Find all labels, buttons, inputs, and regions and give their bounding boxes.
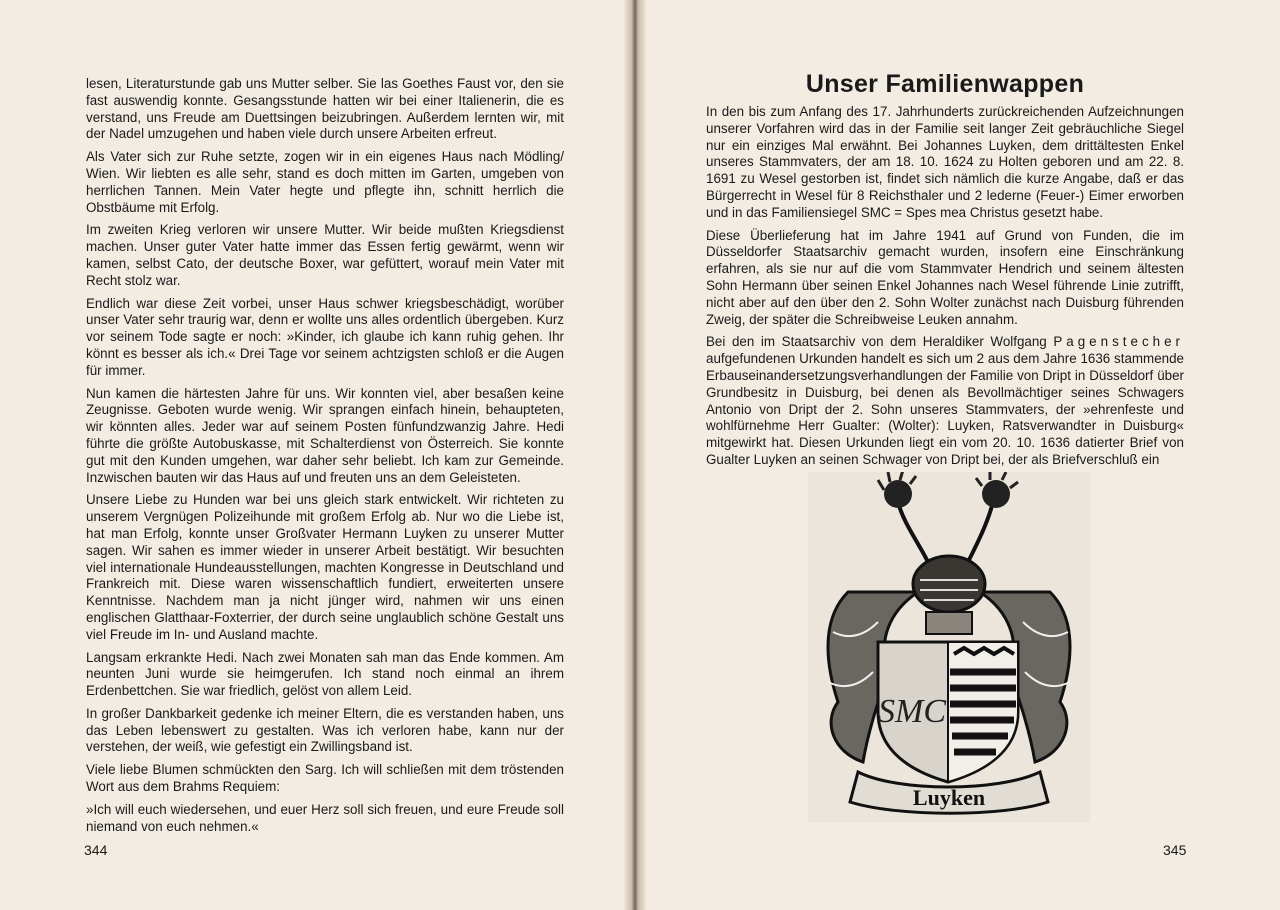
paragraph-text: aufgefundenen Urkunden handelt es sich um 2 aus dem Jahre 1636 stammende Erbauseinandersetzungsverhandlungen der Familie von Dript in Düsseldorf über Grundbesitz in Duisburg, bei denen als Bevollmächtiger seines Schwagers Antonio von Dript der 2. Sohn unseres Stammvaters, der »ehrenfeste und wohlfürnehme Herr Gualter: (Wolter): Luyken, Ratsverwandter in Duisburg« mitgewirkt hat. Diesen Urkunden liegt ein vom 20. 10. 1636 datierter Brief von Gualter Luyken an seinen Schwager von Dript bei, der als Briefverschluß ein <box>706 351 1184 467</box>
paragraph: Unsere Liebe zu Hunden war bei uns gleich stark entwickelt. Wir richteten zu unserem Vergnügen Polizeihunde mit großem Erfolg ab. Nur wo die Liebe ist, hat man Erfolg, konnte unser Großvater Hermann Luyken zu unserer Mutter sagen. Wir sahen es immer wieder in unserer Arbeit bestätigt. Wir besuchten viel internationale Hundeausstellungen, machten Kongresse in Deutschland und Frankreich mit. Diese waren wissenschaftlich fundiert, erweiterten unsere Kenntnisse. Nachdem man ja nicht jünger wird, nahmen wir uns einen englischen Glatthaar-Foxterrier, der durch seine unglaublich schöne Gestalt uns viel Freude im In- und Ausland machte. <box>86 492 564 642</box>
paragraph: Als Vater sich zur Ruhe setzte, zogen wir in ein eigenes Haus nach Mödling/ Wien. Wir liebten es alle sehr, stand es doch mitten im Garten, umgeben von herrlichen Tannen. Mein Vater hegte und pflegte ihn, schnitt herrlich die Obstbäume mit Erfolg. <box>86 149 564 215</box>
spaced-name: Pagenstecher <box>1053 334 1184 350</box>
paragraph: Viele liebe Blumen schmückten den Sarg. Ich will schließen mit dem tröstenden Wort aus dem Brahms Requiem: <box>86 762 564 795</box>
svg-text:Luyken: Luyken <box>912 785 986 810</box>
coat-of-arms-drawing <box>808 472 1090 822</box>
paragraph: lesen, Literaturstunde gab uns Mutter selber. Sie las Goethes Faust vor, den sie fast auswendig konnte. Gesangsstunde hatten wir bei einer Italienerin, die es verstand, uns Freude am Duettsingen beizubringen. Außerdem lernten wir, mit der Nadel umzugehen und haben viele durch unsere Arbeiten erfreut. <box>86 76 564 142</box>
paragraph-text: Bei den im Staatsarchiv von dem Heraldiker Wolfgang <box>706 334 1054 350</box>
paragraph: Endlich war diese Zeit vorbei, unser Haus schwer kriegsbeschädigt, worüber unser Vater sehr traurig war, denn er wollte uns alles ordentlich übergeben. Kurz vor seinem Tode sagte er noch: »Kinder, ich glaube ich kann ruhig gehen. Ihr könnt es besser als ich.« Drei Tage vor seinem achtzigsten schloß er die Augen für immer. <box>86 295 564 378</box>
paragraph <box>706 334 1184 468</box>
page-number: 345 <box>1163 842 1187 858</box>
page-title: Unser Familienwappen <box>805 70 1085 98</box>
paragraph: »Ich will euch wiedersehen, und euer Herz soll sich freuen, und eure Freude soll niemand von euch nehmen.« <box>86 801 564 834</box>
right-page-body <box>706 104 1184 475</box>
paragraph: Diese Überlieferung hat im Jahre 1941 auf Grund von Funden, die im Düsseldorfer Staatsarchiv gemacht wurden, insofern eine Einschränkung erfahren, als sie nur auf die vom Stammvater Hendrich und seinem ältesten Sohn Hermann über seinen Enkel Johannes nach Wesel führende Linie zutrifft, nicht aber auf den über den 2. Sohn Wolter zunächst nach Duisburg führenden Zweig, der später die Schreibweise Leuken annahm. <box>706 227 1184 327</box>
paragraph: Langsam erkrankte Hedi. Nach zwei Monaten sah man das Ende kommen. Am neunten Juni wurde sie heimgerufen. Ich stand noch einmal an ihrem Erdenbettchen. Sie war friedlich, gelöst von allem Leid. <box>86 649 564 699</box>
book-gutter <box>624 0 646 910</box>
coat-of-arms-image <box>808 472 1090 822</box>
left-page-body <box>86 76 564 841</box>
monogram-icon: SMC <box>878 693 946 730</box>
paragraph: Nun kamen die härtesten Jahre für uns. Wir konnten viel, aber besaßen keine Zeugnisse. Geboten wurde wenig. Wir sprangen einfach hinein, behaupteten, wir könnten alles. Jeder war auf seinem Posten fünfundzwanzig Jahre. Hedi führte die größte Autobuskasse, mit Schalterdienst von Österreich. Sie konnte gut mit den Kunden umgehen, war daher sehr beliebt. Ich kam zur Gemeinde. Inzwischen bauten wir das Haus auf und freuten uns an dem Geleisteten. <box>86 385 564 485</box>
paragraph: In den bis zum Anfang des 17. Jahrhunderts zurückreichenden Aufzeichnungen unserer Vorfahren wird das in der Familie seit langer Zeit gebräuchliche Siegel nur ein einziges Mal erwähnt. Bei Johannes Luyken, dem drittältesten Enkel unseres Stammvaters, der am 18. 10. 1624 zu Holten geboren und am 22. 8. 1691 zu Wesel gestorben ist, findet sich nämlich die kurze Angabe, daß er das Bürgerrecht in Wesel für 8 Reichsthaler und 2 lederne (Feuer-) Eimer erworben und in das Familiensiegel SMC = Spes mea Christus gesetzt habe. <box>706 104 1184 220</box>
left-page <box>0 0 630 910</box>
page-number: 344 <box>84 842 108 858</box>
paragraph: Im zweiten Krieg verloren wir unsere Mutter. Wir beide mußten Kriegsdienst machen. Unser guter Vater hatte immer das Essen fertig gewärmt, wenn wir kamen, selbst Cato, der deutsche Boxer, war gefüttert, worauf mein Vater mit Recht stolz war. <box>86 222 564 288</box>
paragraph: In großer Dankbarkeit gedenke ich meiner Eltern, die es verstanden haben, uns das Leben lebenswert zu gestalten. Was ich verloren habe, kann nur der verstehen, der weiß, wie gefestigt ein Zwillingsband ist. <box>86 705 564 755</box>
